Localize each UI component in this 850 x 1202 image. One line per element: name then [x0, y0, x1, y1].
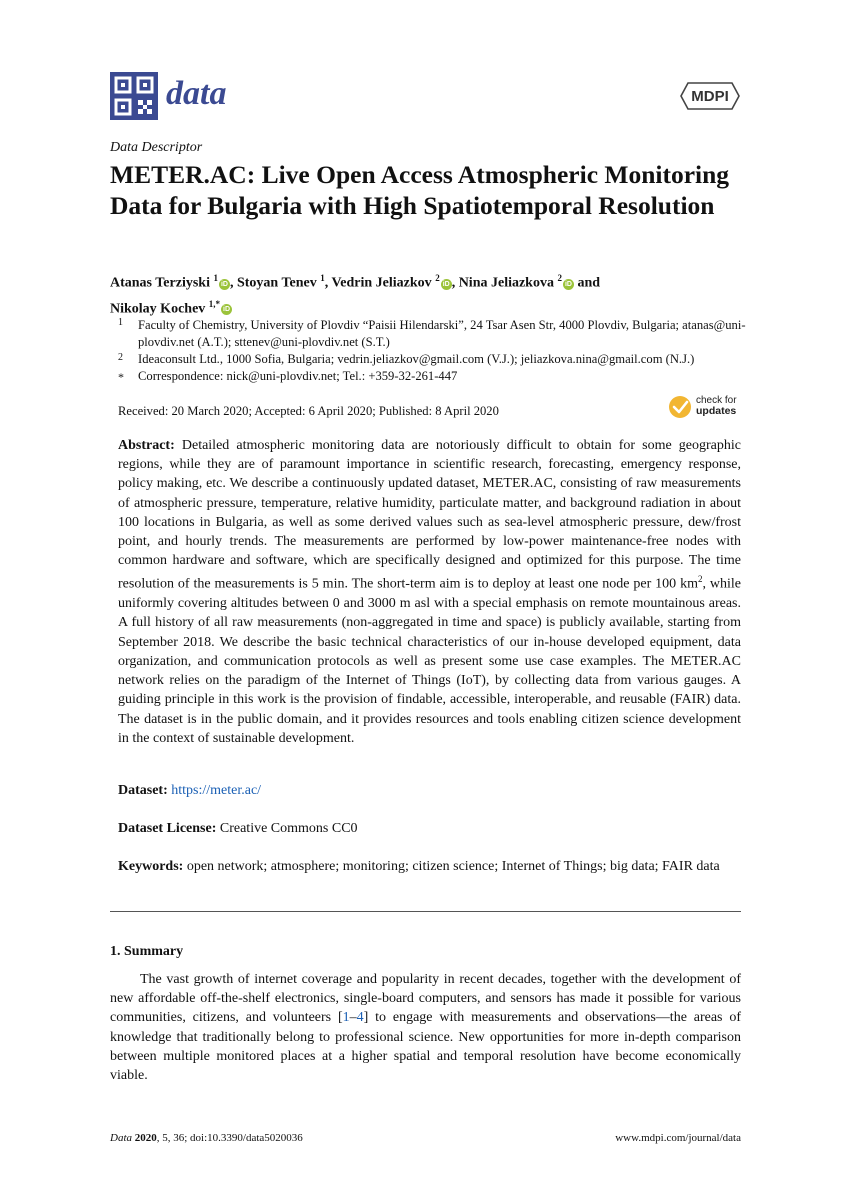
abstract-text: Detailed atmospheric monitoring data are notoriously difficult to obtain for some geographic regions, while they are of paramount importance in scientific research, forecasting, emergency response, policy making, etc. We describe a continuously updated dataset, METER.AC, consisting of raw measurements of atmospheric pressure, temperature, relative humidity, particulate matter, and background radiation in about 100 locations in Bulgaria, as well as some derived values such as sea-level atmospheric pressure, dew/frost point, and hourly trends. The measurements are performed by low-power maintenance-free nodes with common hardware and software, which are specifically designed and optimized for this purpose. The time resolution of the measurements is 5 min. The short-term aim is to deploy at least one node per 100 km: [118, 438, 741, 593]
author-affiliation-mark: 2: [435, 273, 440, 283]
check-label-line2: updates: [696, 405, 737, 417]
publication-dates: Received: 20 March 2020; Accepted: 6 April 2020; Published: 8 April 2020: [118, 404, 499, 418]
dataset-label: Dataset:: [118, 783, 168, 798]
keywords-value: open network; atmosphere; monitoring; citizen science; Internet of Things; big data; FAIR data: [183, 859, 720, 874]
journal-logo: [110, 72, 158, 120]
author-name: Nina Jeliazkova: [458, 275, 554, 291]
author-affiliation-mark: 2: [557, 273, 562, 283]
abstract-text-continued: , while uniformly covering altitudes between 0 and 3000 m asl with a special emphasis on remote mountainous areas. A full history of all raw measurements (non-aggregated in time and space) is publicly available, starting from September 2018. We describe the basic technical characteristics of our in-house developed equipment, data organization, and communication protocols as well as present some use case examples. The METER.AC network relies on the paradigm of the Internet of Things (IoT), by collecting data from various gauges. A guiding principle in this work is the provision of findable, accessible, interoperable, and reusable (FAIR) data. The dataset is in the public domain, and it provides resources and tools enabling citizen science development in the context of sustainable development.: [118, 577, 741, 746]
mdpi-logo-icon: [680, 82, 740, 110]
abstract-superscript: 2: [697, 574, 703, 585]
affiliation-mark: 1: [118, 317, 123, 328]
paragraph-text: The vast growth of internet coverage and popularity in recent decades, together with the development of new affordable off-the-shelf electronics, single-board computers, and sensors has made it possible for various communities, citizens, and volunteers [: [110, 972, 741, 1026]
paragraph-text-continued: ] to engage with measurements and observations—the areas of knowledge that traditionally belong to professional science. New opportunities for more in-depth comparison between multiple monitored places at a higher spatial and temporal resolution have become economically viable.: [110, 1010, 742, 1084]
abstract: [118, 436, 741, 748]
footer-doi: , 5, 36; doi:10.3390/data5020036: [156, 1132, 303, 1144]
section-paragraph: [110, 970, 741, 1085]
citation-link[interactable]: 4: [356, 1010, 364, 1026]
footer-year: 2020: [132, 1132, 157, 1144]
affiliation-text: Faculty of Chemistry, University of Plovdiv “Paisii Hilendarski”, 24 Tsar Asen Str, 4000 Plovdiv, Bulgaria; atanas@uni-plovdiv.net (A.T.); sttenev@uni-plovdiv.net (S.T.): [138, 318, 746, 349]
orcid-icon[interactable]: iD: [220, 280, 228, 288]
journal-name: data: [166, 75, 227, 112]
author-name: Stoyan Tenev: [236, 275, 317, 291]
license-line: [118, 821, 358, 837]
citation-dash: –: [349, 1010, 357, 1026]
footer-journal: Data: [110, 1132, 132, 1144]
article-type: Data Descriptor: [110, 140, 203, 155]
abstract-label: Abstract:: [118, 438, 175, 453]
license-label: Dataset License:: [118, 821, 217, 836]
divider: [110, 911, 741, 912]
section-heading: 1. Summary: [110, 944, 184, 959]
correspondence-text: Correspondence: nick@uni-plovdiv.net; Tel.: +359-32-261-447: [138, 369, 458, 383]
check-label-line1: check for: [696, 395, 737, 406]
author-affiliation-mark: 1: [213, 273, 218, 283]
author-separator: ,: [451, 275, 459, 291]
footer-url[interactable]: www.mdpi.com/journal/data: [615, 1132, 741, 1144]
author-name: Nikolay Kochev: [110, 301, 206, 317]
author-list: [110, 268, 750, 319]
author-and: and: [573, 275, 601, 291]
affiliation-mark: 2: [118, 352, 123, 363]
author-affiliation-mark: 1: [320, 273, 325, 283]
author-name: Atanas Terziyski: [110, 275, 210, 291]
affiliation-mark: *: [118, 370, 124, 384]
author-affiliation-mark: 1,*: [208, 298, 221, 309]
orcid-icon[interactable]: iD: [564, 280, 572, 288]
dataset-line: [118, 783, 261, 799]
author-separator: ,: [229, 275, 237, 291]
author-name: Vedrin Jeliazkov: [331, 275, 432, 291]
footer-citation: [110, 1132, 303, 1144]
affiliation-text: Ideaconsult Ltd., 1000 Sofia, Bulgaria; vedrin.jeliazkov@gmail.com (V.J.); jeliazkova.nina@gmail.com (N.J.): [138, 352, 695, 366]
license-value: Creative Commons CC0: [216, 821, 358, 836]
author-separator: ,: [324, 275, 332, 291]
page-title: METER.AC: Live Open Access Atmospheric Monitoring Data for Bulgaria with High Spatiotemporal Resolution: [110, 160, 730, 220]
keywords: [118, 857, 741, 876]
keywords-label: Keywords:: [118, 859, 184, 874]
dataset-link[interactable]: https://meter.ac/: [171, 783, 262, 798]
qr-logo-icon: [110, 72, 158, 120]
publisher-name: MDPI: [691, 88, 729, 105]
orcid-icon[interactable]: iD: [442, 280, 450, 288]
orcid-icon[interactable]: iD: [223, 306, 231, 314]
check-for-updates-label[interactable]: [696, 395, 737, 417]
citation-link[interactable]: 1: [342, 1010, 350, 1026]
